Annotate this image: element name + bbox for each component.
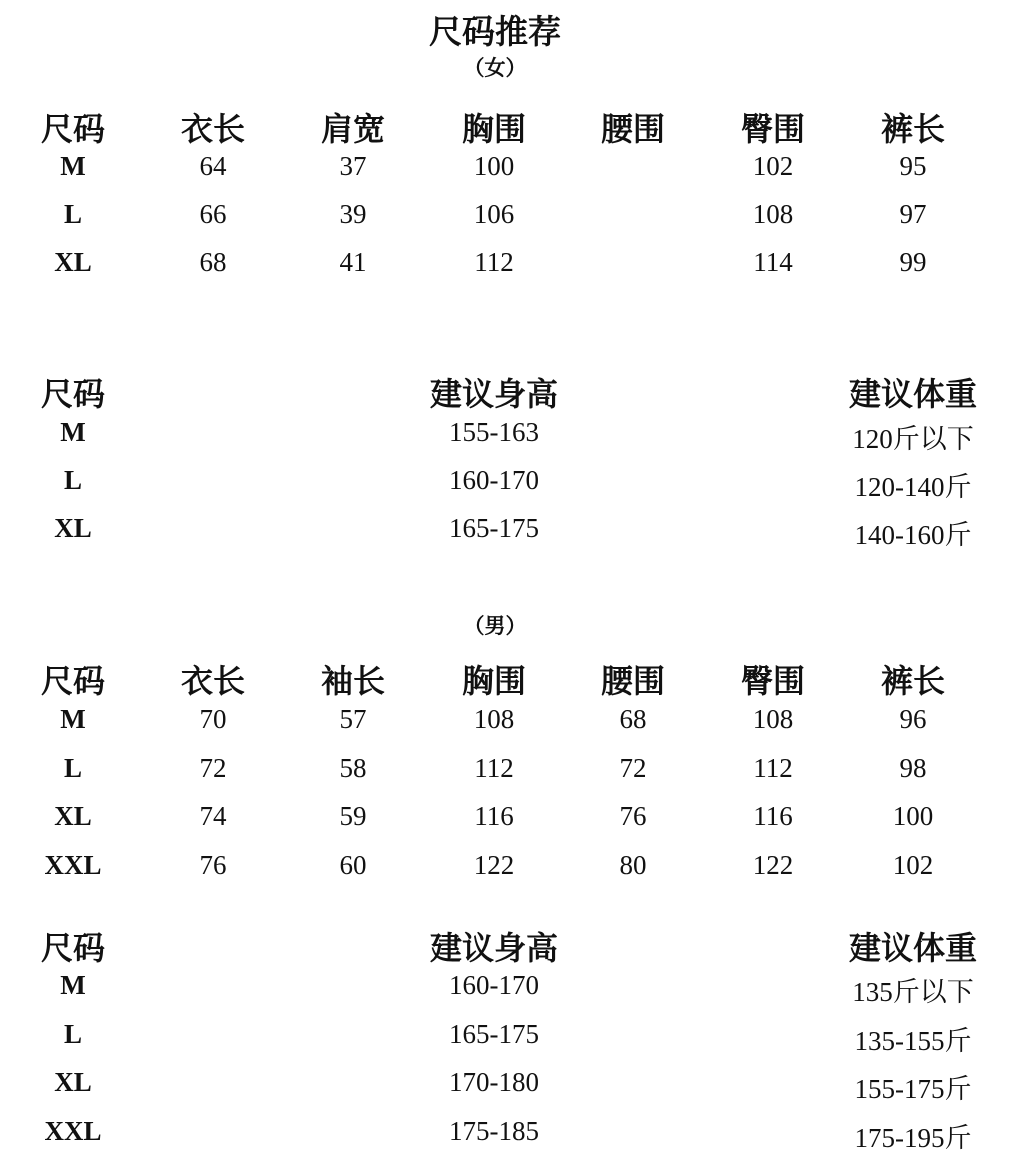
men-recommend-value-cell: 175-185	[449, 1115, 539, 1146]
men-measure-header-cell: 臀围	[740, 662, 806, 700]
women-measure-row	[0, 151, 1024, 195]
men-recommend-row	[0, 1019, 1024, 1063]
women-measure-row	[0, 247, 1024, 291]
men-recommend-header-row	[0, 923, 1024, 967]
men-measure-value-cell: 60	[339, 849, 367, 880]
men-measure-value-cell: 72	[199, 752, 227, 783]
men-measure-size-cell: XL	[54, 801, 92, 831]
women-measure-size-cell: M	[60, 151, 86, 181]
women-recommend-value-cell: 140-160斤	[854, 520, 972, 550]
men-measure-size-cell: L	[63, 752, 83, 783]
men-measure-value-cell: 68	[619, 704, 647, 734]
men-measure-value-cell: 108	[752, 704, 794, 734]
women-measure-header-cell: 腰围	[600, 110, 666, 148]
women-measure-header-cell: 肩宽	[320, 110, 386, 148]
men-recommend-value-cell: 170-180	[449, 1067, 539, 1097]
women-measure-header-cell: 胸围	[461, 110, 527, 148]
women-measure-header-cell: 裤长	[880, 110, 946, 148]
men-measure-header-cell: 腰围	[600, 662, 666, 700]
women-measure-value-cell: 97	[899, 199, 927, 229]
women-measure-value-cell: 39	[339, 199, 367, 229]
men-measure-value-cell: 74	[199, 801, 227, 831]
men-recommend-row	[0, 1116, 1024, 1160]
women-section-label: （女）	[463, 55, 527, 80]
men-measure-value-cell: 59	[339, 801, 367, 831]
women-measure-value-cell: 41	[339, 247, 367, 277]
men-measure-value-cell: 116	[474, 801, 514, 831]
men-measure-value-cell: 70	[199, 704, 227, 734]
women-measure-value-cell: 114	[753, 247, 793, 277]
women-measure-value-cell: 108	[752, 199, 794, 229]
men-recommend-value-cell: 160-170	[449, 970, 539, 1000]
women-recommend-size-cell: L	[63, 465, 83, 495]
men-recommend-header-cell: 建议体重	[848, 929, 978, 967]
women-recommend-size-cell: XL	[54, 513, 92, 543]
men-measure-size-cell: XXL	[44, 849, 102, 880]
women-recommend-row	[0, 465, 1024, 509]
men-measure-header-cell: 胸围	[461, 662, 527, 700]
men-measure-value-cell: 100	[892, 801, 934, 831]
women-measure-value-cell: 99	[899, 247, 927, 277]
women-measure-header-cell: 尺码	[40, 110, 106, 148]
men-recommend-header-cell: 尺码	[40, 929, 106, 967]
women-recommend-value-cell: 155-163	[449, 417, 539, 447]
women-recommend-value-cell: 160-170	[449, 465, 539, 495]
men-recommend-row	[0, 1067, 1024, 1111]
men-recommend-value-cell: 155-175斤	[854, 1074, 972, 1104]
men-measure-value-cell: 102	[892, 849, 934, 880]
men-measure-value-cell: 58	[339, 752, 367, 783]
men-recommend-size-cell: XL	[54, 1067, 92, 1097]
women-measure-value-cell: 37	[339, 151, 367, 181]
men-measure-value-cell: 76	[199, 849, 227, 880]
men-recommend-size-cell: L	[63, 1018, 83, 1049]
women-recommend-header-row	[0, 369, 1024, 413]
men-measure-header-row	[0, 656, 1024, 700]
men-measure-header-cell: 裤长	[880, 662, 946, 700]
men-recommend-row	[0, 970, 1024, 1014]
women-measure-value-cell: 112	[474, 247, 514, 277]
men-measure-row	[0, 753, 1024, 797]
men-measure-header-cell: 尺码	[40, 662, 106, 700]
men-measure-size-cell: M	[60, 704, 86, 734]
women-measure-row	[0, 199, 1024, 243]
men-recommend-size-cell: XXL	[44, 1115, 102, 1146]
women-recommend-size-cell: M	[60, 417, 86, 447]
men-measure-row	[0, 801, 1024, 845]
men-measure-header-cell: 袖长	[320, 662, 386, 700]
men-measure-value-cell: 116	[753, 801, 793, 831]
women-measure-value-cell: 64	[199, 151, 227, 181]
women-recommend-value-cell: 165-175	[449, 513, 539, 543]
women-recommend-row	[0, 513, 1024, 557]
women-recommend-header-cell: 建议身高	[429, 375, 559, 413]
men-measure-row	[0, 704, 1024, 748]
men-measure-value-cell: 76	[619, 801, 647, 831]
women-measure-size-cell: XL	[54, 247, 92, 277]
women-recommend-row	[0, 417, 1024, 461]
men-measure-value-cell: 98	[899, 752, 927, 783]
women-recommend-value-cell: 120斤以下	[852, 424, 974, 454]
women-measure-header-row	[0, 104, 1024, 148]
men-recommend-value-cell: 135斤以下	[852, 977, 974, 1007]
men-section-label: （男）	[463, 613, 527, 638]
men-recommend-value-cell: 135-155斤	[854, 1025, 972, 1056]
women-recommend-value-cell: 120-140斤	[854, 472, 972, 502]
women-measure-size-cell: L	[63, 199, 83, 229]
men-measure-value-cell: 108	[473, 704, 515, 734]
women-measure-header-cell: 衣长	[180, 110, 246, 148]
men-measure-row	[0, 850, 1024, 894]
women-recommend-header-cell: 尺码	[40, 375, 106, 413]
men-measure-value-cell: 96	[899, 704, 927, 734]
women-recommend-header-cell: 建议体重	[848, 375, 978, 413]
men-measure-header-cell: 衣长	[180, 662, 246, 700]
men-recommend-size-cell: M	[60, 970, 86, 1000]
women-measure-value-cell: 106	[473, 199, 515, 229]
men-measure-value-cell: 72	[619, 752, 647, 783]
men-measure-value-cell: 112	[753, 752, 793, 783]
women-measure-header-cell: 臀围	[740, 110, 806, 148]
men-measure-value-cell: 112	[474, 752, 514, 783]
men-measure-value-cell: 80	[619, 849, 647, 880]
men-recommend-header-cell: 建议身高	[429, 929, 559, 967]
page-title: 尺码推荐	[429, 12, 561, 51]
men-measure-value-cell: 57	[339, 704, 367, 734]
men-recommend-value-cell: 175-195斤	[854, 1122, 972, 1153]
men-measure-value-cell: 122	[752, 849, 794, 880]
men-recommend-value-cell: 165-175	[449, 1018, 539, 1049]
women-measure-value-cell: 68	[199, 247, 227, 277]
women-measure-value-cell: 95	[899, 151, 927, 181]
men-measure-value-cell: 122	[473, 849, 515, 880]
women-measure-value-cell: 100	[473, 151, 515, 181]
women-measure-value-cell: 102	[752, 151, 794, 181]
women-measure-value-cell: 66	[199, 199, 227, 229]
